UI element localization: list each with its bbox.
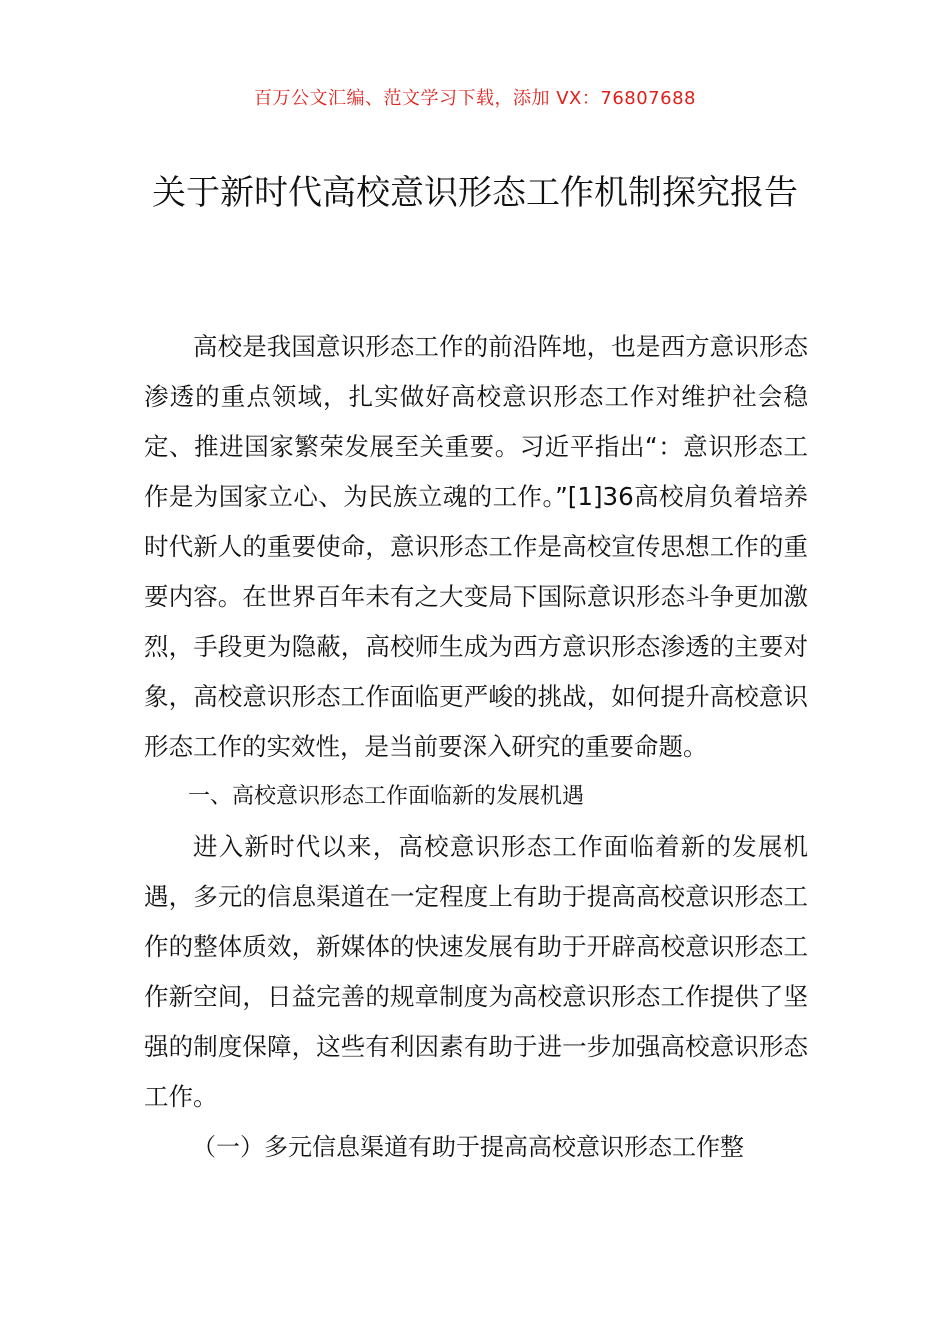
section-1-paragraph: 进入新时代以来，高校意识形态工作面临着新的发展机遇，多元的信息渠道在一定程度上有助于提高高校意识形态工作的整体质效，新媒体的快速发展有助于开辟高校意识形态工作新空间，日益完善的规章制度为高校意识形态工作提供了坚强的制度保障，这些有利因素有助于进一步加强高校意识形态工作。 [144,832,808,1111]
promo-banner: 百万公文汇编、范文学习下载，添加 VX：76807688 [254,88,696,109]
section-1-heading: 一、高校意识形态工作面临新的发展机遇 [188,784,585,809]
intro-paragraph: 高校是我国意识形态工作的前沿阵地，也是西方意识形态渗透的重点领域，扎实做好高校意识形态工作对维护社会稳定、推进国家繁荣发展至关重要。习近平指出“：意识形态工作是为国家立心、为民族立魂的工作。”[1]36高校肩负着培养时代新人的重要使命，意识形态工作是高校宣传思想工作的重要内容。在世界百年未有之大变局下国际意识形态斗争更加激烈，手段更为隐蔽，高校师生成为西方意识形态渗透的主要对象，高校意识形态工作面临更严峻的挑战，如何提升高校意识形态工作的实效性，是当前要深入研究的重要命题。 [144,332,808,761]
subsection-1-heading: （一）多元信息渠道有助于提高高校意识形态工作整 [192,1133,744,1161]
document-body [144,322,808,1172]
document-title: 关于新时代高校意识形态工作机制探究报告 [152,173,798,213]
